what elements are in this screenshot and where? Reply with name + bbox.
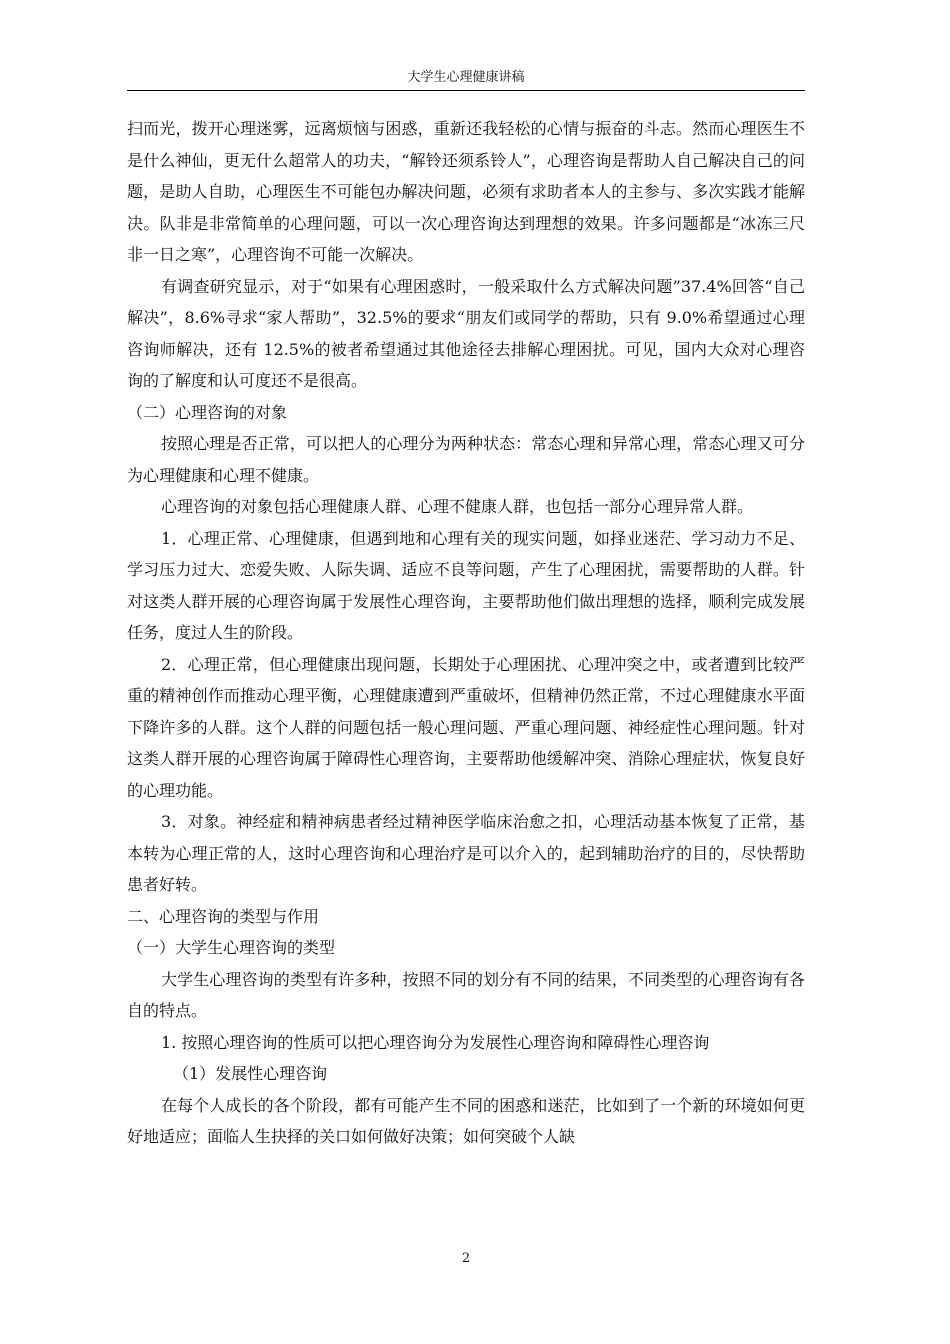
- document-body: [127, 113, 805, 1153]
- page-number: 2: [461, 1251, 471, 1266]
- list-item-3: 3．对象。神经症和精神病患者经过精神医学临床治愈之扣，心理活动基本恢复了正常，基本转为心理正常的人，这时心理咨询和心理治疗是可以介入的，起到辅助治疗的目的，尽快帮助患者好转。: [127, 812, 805, 894]
- subheading-developmental-counseling: （1）发展性心理咨询: [173, 1064, 328, 1083]
- paragraph-target-groups: 心理咨询的对象包括心理健康人群、心理不健康人群，也包括一部分心理异常人群。: [161, 497, 754, 516]
- section-heading-counseling-types: （一）大学生心理咨询的类型: [127, 938, 336, 957]
- paragraph-survey: 有调查研究显示，对于“如果有心理困惑时，一般采取什么方式解决问题”37.4%回答“自己解决”，8.6%寻求“家人帮助”，32.5%的要求“朋友们或同学的帮助，只有 9.0%希望通过心理咨询师解决，还有 12.5%的被者希望通过其他途径去排解心理困扰。可见，国内大众对心理咨询的了解度和认可度还不是很高。: [127, 276, 805, 390]
- list-item-2: 2．心理正常，但心理健康出现问题，长期处于心理困扰、心理冲突之中，或者遭到比较严重的精神创作而推动心理平衡，心理健康遭到严重破坏，但精神仍然正常，不过心理健康水平面下降许多的人群。这个人群的问题包括一般心理问题、严重心理问题、神经症性心理问题。针对这类人群开展的心理咨询属于障碍性心理咨询，主要帮助他缓解冲突、消除心理症状，恢复良好的心理功能。: [127, 654, 805, 800]
- list-item-1: 1．心理正常、心理健康，但遇到地和心理有关的现实问题，如择业迷茫、学习动力不足、学习压力过大、恋爱失败、人际失调、适应不良等问题，产生了心理困扰，需要帮助的人群。针对这类人群开展的心理咨询属于发展性心理咨询，主要帮助他们做出理想的选择，顺利完成发展任务，度过人生的阶段。: [127, 528, 805, 642]
- paragraph-classification-by-nature: 1. 按照心理咨询的性质可以把心理咨询分为发展性心理咨询和障碍性心理咨询: [161, 1032, 710, 1052]
- header-rule: [127, 90, 805, 91]
- running-header: 大学生心理健康讲稿: [407, 70, 525, 85]
- section-heading-types-and-roles: 二、心理咨询的类型与作用: [127, 906, 320, 926]
- section-heading-counseling-targets: （二）心理咨询的对象: [127, 402, 288, 422]
- paragraph-mental-states: 按照心理是否正常，可以把人的心理分为两种状态：常态心理和异常心理，常态心理又可分为心理健康和心理不健康。: [127, 434, 805, 485]
- paragraph-growth-stages: 在每个人成长的各个阶段，都有可能产生不同的困惑和迷茫，比如到了一个新的环境如何更好地适应；面临人生抉择的关口如何做好决策；如何突破个人缺: [127, 1095, 805, 1146]
- paragraph-continuation: 扫而光，拨开心理迷雾，远离烦恼与困惑，重新还我轻松的心情与振奋的斗志。然而心理医生不是什么神仙，更无什么超常人的功夫，“解铃还须系铃人”，心理咨询是帮助人自己解决自己的问题，是助人自助，心理医生不可能包办解决问题，必须有求助者本人的主参与、多次实践才能解决。队非是非常简单的心理问题，可以一次心理咨询达到理想的效果。许多问题都是“冰冻三尺非一日之寒”，心理咨询不可能一次解决。: [127, 119, 805, 264]
- paragraph-types-intro: 大学生心理咨询的类型有许多种，按照不同的划分有不同的结果，不同类型的心理咨询有各自的特点。: [127, 969, 805, 1020]
